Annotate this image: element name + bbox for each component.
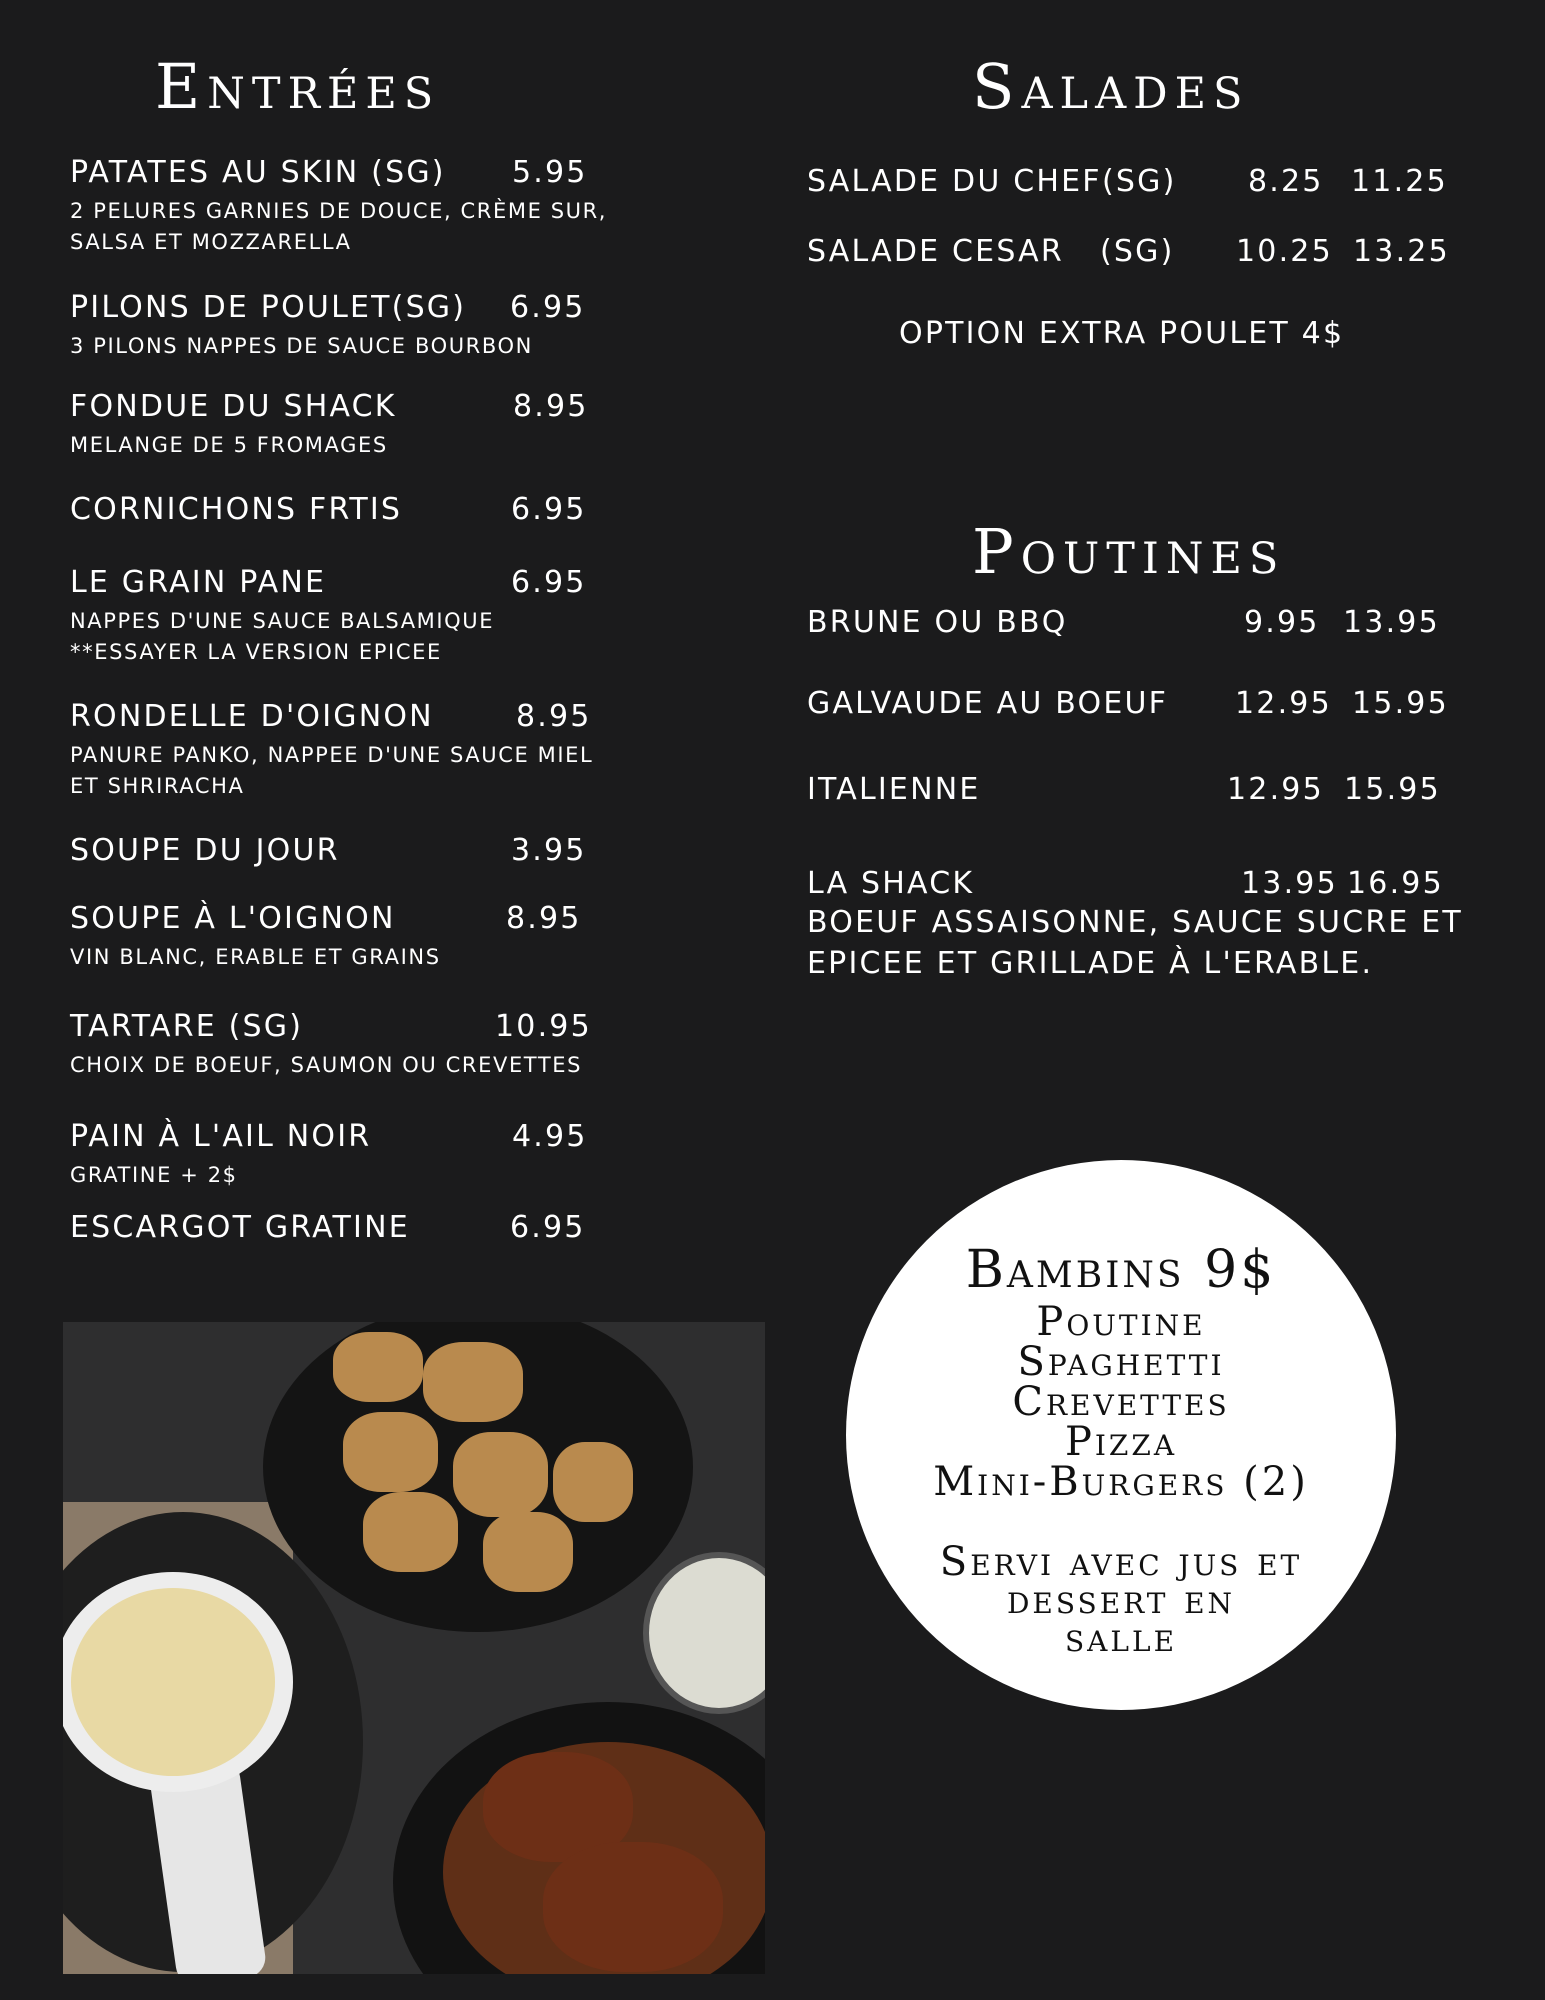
bambins-item: Mini-Burgers (2) bbox=[933, 1459, 1309, 1505]
item-name: LE GRAIN PANE bbox=[70, 565, 327, 600]
item-price: 8.95 bbox=[516, 699, 592, 734]
menu-item-salade-chef bbox=[807, 164, 1448, 207]
item-price-large: 15.95 bbox=[1344, 772, 1441, 807]
item-price: 6.95 bbox=[511, 565, 587, 600]
item-name: SALADE CESAR bbox=[807, 234, 1064, 269]
item-name: SOUPE DU JOUR bbox=[70, 833, 340, 868]
menu-item-cornichons bbox=[70, 492, 590, 535]
bambins-item: Crevettes bbox=[1012, 1379, 1230, 1425]
item-desc: MELANGE DE 5 FROMAGES bbox=[70, 433, 388, 457]
item-desc: **ESSAYER LA VERSION EPICEE bbox=[70, 640, 442, 664]
menu-item-la-shack bbox=[807, 866, 1467, 999]
menu-item-rondelle bbox=[70, 699, 600, 802]
item-price-small: 12.95 bbox=[1227, 772, 1324, 807]
item-name: ITALIENNE bbox=[807, 772, 981, 807]
item-price: 10.95 bbox=[495, 1009, 592, 1044]
item-tag: (SG) bbox=[1102, 164, 1177, 199]
bambins-note: dessert en bbox=[1006, 1577, 1236, 1623]
item-price: 5.95 bbox=[512, 155, 588, 190]
menu-item-fondue bbox=[70, 389, 590, 462]
item-desc: GRATINE + 2$ bbox=[70, 1163, 238, 1187]
menu-item-galvaude bbox=[807, 686, 1449, 729]
bambins-item: Pizza bbox=[1064, 1419, 1178, 1465]
item-name: SALADE DU CHEF bbox=[807, 164, 1102, 199]
item-price-large: 13.25 bbox=[1353, 234, 1450, 269]
bambins-badge bbox=[846, 1160, 1396, 1710]
bambins-item: Poutine bbox=[1036, 1299, 1206, 1345]
item-price: 3.95 bbox=[511, 833, 587, 868]
bambins-note: Servi avec jus et bbox=[939, 1539, 1303, 1585]
bambins-note: salle bbox=[1064, 1615, 1178, 1661]
bambins-item: Spaghetti bbox=[1017, 1339, 1225, 1385]
poutines-title: Poutines bbox=[972, 515, 1286, 588]
item-name: CORNICHONS FRTIS bbox=[70, 492, 403, 527]
item-desc: PANURE PANKO, NAPPEE D'UNE SAUCE MIEL bbox=[70, 743, 594, 767]
item-desc: SALSA ET MOZZARELLA bbox=[70, 230, 352, 254]
food-photo bbox=[63, 1322, 765, 1974]
menu-item-pilons bbox=[70, 290, 590, 363]
option-text: OPTION EXTRA POULET 4$ bbox=[899, 316, 1345, 351]
item-price: 6.95 bbox=[511, 492, 587, 527]
menu-item-pain-ail bbox=[70, 1119, 590, 1192]
bambins-title: Bambins 9$ bbox=[965, 1240, 1277, 1300]
item-price-small: 9.95 bbox=[1244, 605, 1320, 640]
item-price-small: 12.95 bbox=[1235, 686, 1332, 721]
menu-item-soupe-jour bbox=[70, 833, 590, 876]
item-name: FONDUE DU SHACK bbox=[70, 389, 397, 424]
item-desc: VIN BLANC, ERABLE ET GRAINS bbox=[70, 945, 441, 969]
item-price: 4.95 bbox=[512, 1119, 588, 1154]
item-name: PILONS DE POULET(SG) bbox=[70, 290, 467, 325]
item-price-large: 11.25 bbox=[1351, 164, 1448, 199]
item-name: RONDELLE D'OIGNON bbox=[70, 699, 434, 734]
item-price: 8.95 bbox=[506, 901, 582, 936]
item-price-large: 15.95 bbox=[1352, 686, 1449, 721]
menu-item-soupe-oignon bbox=[70, 901, 590, 974]
entrees-title: Entrées bbox=[155, 50, 441, 123]
item-price-small: 8.25 bbox=[1248, 164, 1324, 199]
item-name: PAIN À L'AIL NOIR bbox=[70, 1119, 372, 1154]
item-price-small: 13.95 bbox=[1241, 866, 1338, 901]
item-price: 6.95 bbox=[510, 290, 586, 325]
menu-item-brune-bbq bbox=[807, 605, 1447, 648]
item-price: 8.95 bbox=[513, 389, 589, 424]
item-desc: EPICEE ET GRILLADE À L'ERABLE. bbox=[807, 946, 1374, 981]
menu-item-salade-cesar bbox=[807, 234, 1450, 277]
salade-option bbox=[899, 316, 1359, 359]
item-name: TARTARE (SG) bbox=[70, 1009, 304, 1044]
item-desc: 2 PELURES GARNIES DE DOUCE, CRÈME SUR, bbox=[70, 199, 608, 223]
item-name: ESCARGOT GRATINE bbox=[70, 1210, 410, 1245]
item-desc: NAPPES D'UNE SAUCE BALSAMIQUE bbox=[70, 609, 495, 633]
salades-title: Salades bbox=[972, 50, 1250, 123]
item-price-small: 10.25 bbox=[1236, 234, 1333, 269]
item-name: GALVAUDE AU BOEUF bbox=[807, 686, 1169, 721]
item-price-large: 16.95 bbox=[1347, 866, 1444, 901]
menu-item-patates bbox=[70, 155, 608, 258]
item-price-large: 13.95 bbox=[1343, 605, 1440, 640]
item-name: SOUPE À L'OIGNON bbox=[70, 901, 396, 936]
item-desc: BOEUF ASSAISONNE, SAUCE SUCRE ET bbox=[807, 905, 1463, 940]
menu-item-italienne bbox=[807, 772, 1447, 815]
item-desc: CHOIX DE BOEUF, SAUMON OU CREVETTES bbox=[70, 1053, 583, 1077]
item-desc: 3 PILONS NAPPES DE SAUCE BOURBON bbox=[70, 334, 533, 358]
item-name: LA SHACK bbox=[807, 866, 975, 901]
item-desc: ET SHRIRACHA bbox=[70, 774, 245, 798]
item-name: BRUNE OU BBQ bbox=[807, 605, 1068, 640]
item-name: PATATES AU SKIN (SG) bbox=[70, 155, 446, 190]
item-price: 6.95 bbox=[510, 1210, 586, 1245]
menu-item-grain-pane bbox=[70, 565, 590, 668]
menu-item-escargot bbox=[70, 1210, 590, 1253]
menu-item-tartare bbox=[70, 1009, 600, 1082]
item-tag: (SG) bbox=[1100, 234, 1175, 269]
